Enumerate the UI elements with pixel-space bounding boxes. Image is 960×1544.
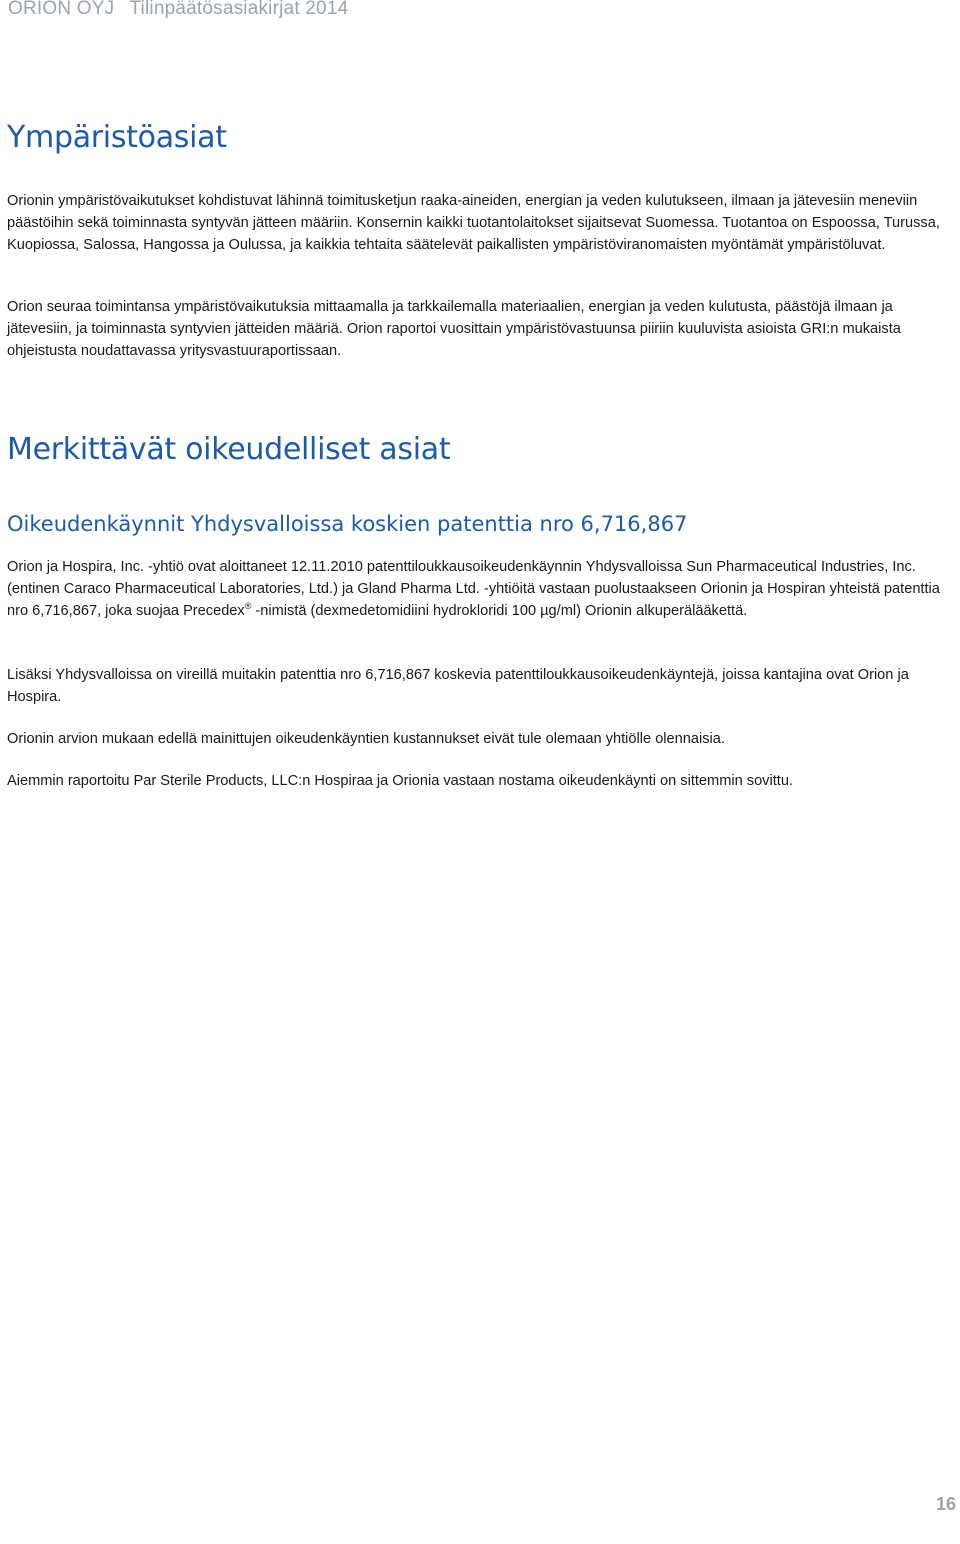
environment-heading: Ympäristöasiat [7, 120, 227, 155]
legal-heading: Merkittävät oikeudelliset asiat [7, 432, 451, 467]
page-number: 16 [935, 1494, 956, 1514]
environment-paragraph-1: Orionin ympäristövaikutukset kohdistuvat lähinnä toimitusketjun raaka-aineiden, energian ja veden kulutukseen, ilmaan ja jätevesiin meneviin päästöihin sekä toiminnasta syntyvän jätteen määriin. Konsernin kaikki tuotantolaitokset sijaitsevat Suomessa. Tuotantoa on Espoossa, Turussa, Kuopiossa, Salossa, Hangossa ja Oulussa, ja kaikkia tehtaita säätelevät paikallisten ympäristöviranomaisten myöntämät ympäristöluvat. [7, 193, 940, 253]
registered-mark: ® [244, 601, 252, 611]
patent-subheading: Oikeudenkäynnit Yhdysvalloissa koskien patenttia nro 6,716,867 [7, 512, 688, 536]
environment-paragraph-2: Orion seuraa toimintansa ympäristövaikutuksia mittaamalla ja tarkkailemalla materiaalien, energian ja veden kulutusta, päästöjä ilmaan ja jätevesiin, ja toiminnasta syntyvien jätteiden määriä. Orion raportoi vuosittain ympäristövastuunsa piiriin kuuluvista asioista GRI:n mukaista ohjeistusta noudattavassa yritysvastuuraportissaan. [7, 299, 901, 359]
document-title: Tilinpäätösasiakirjat 2014 [129, 0, 349, 19]
legal-paragraph-4: Aiemmin raportoitu Par Sterile Products, LLC:n Hospiraa ja Orionia vastaan nostama oikeudenkäynti on sittemmin sovittu. [7, 773, 794, 789]
document-header [8, 0, 348, 20]
legal-paragraph-1 [7, 556, 947, 622]
legal-paragraph-1-start: Orion ja Hospira, Inc. -yhtiö ovat aloittaneet 12.11.2010 patenttiloukkausoikeudenkäynnin Yhdysvalloissa Sun Pharmaceutical Industries, Inc. (entinen Caraco Pharmaceutical Laboratories, Ltd.) ja Gland Pharma Ltd. -yhtiöitä vastaan puolustaakseen Orionin ja Hospiran yhteistä patenttia nro 6,716,867, joka suojaa Precedex [7, 559, 940, 619]
company-name: ORION OYJ [8, 0, 115, 19]
legal-paragraph-2: Lisäksi Yhdysvalloissa on vireillä muitakin patenttia nro 6,716,867 koskevia patenttiloukkausoikeudenkäyntejä, joissa kantajina ovat Orion ja Hospira. [7, 667, 909, 705]
legal-paragraph-3: Orionin arvion mukaan edellä mainittujen oikeudenkäyntien kustannukset eivät tule olemaan yhtiölle olennaisia. [7, 731, 725, 747]
legal-paragraph-1-end: -nimistä (dexmedetomidiini hydrokloridi 100 µg/ml) Orionin alkuperälääkettä. [251, 603, 748, 619]
